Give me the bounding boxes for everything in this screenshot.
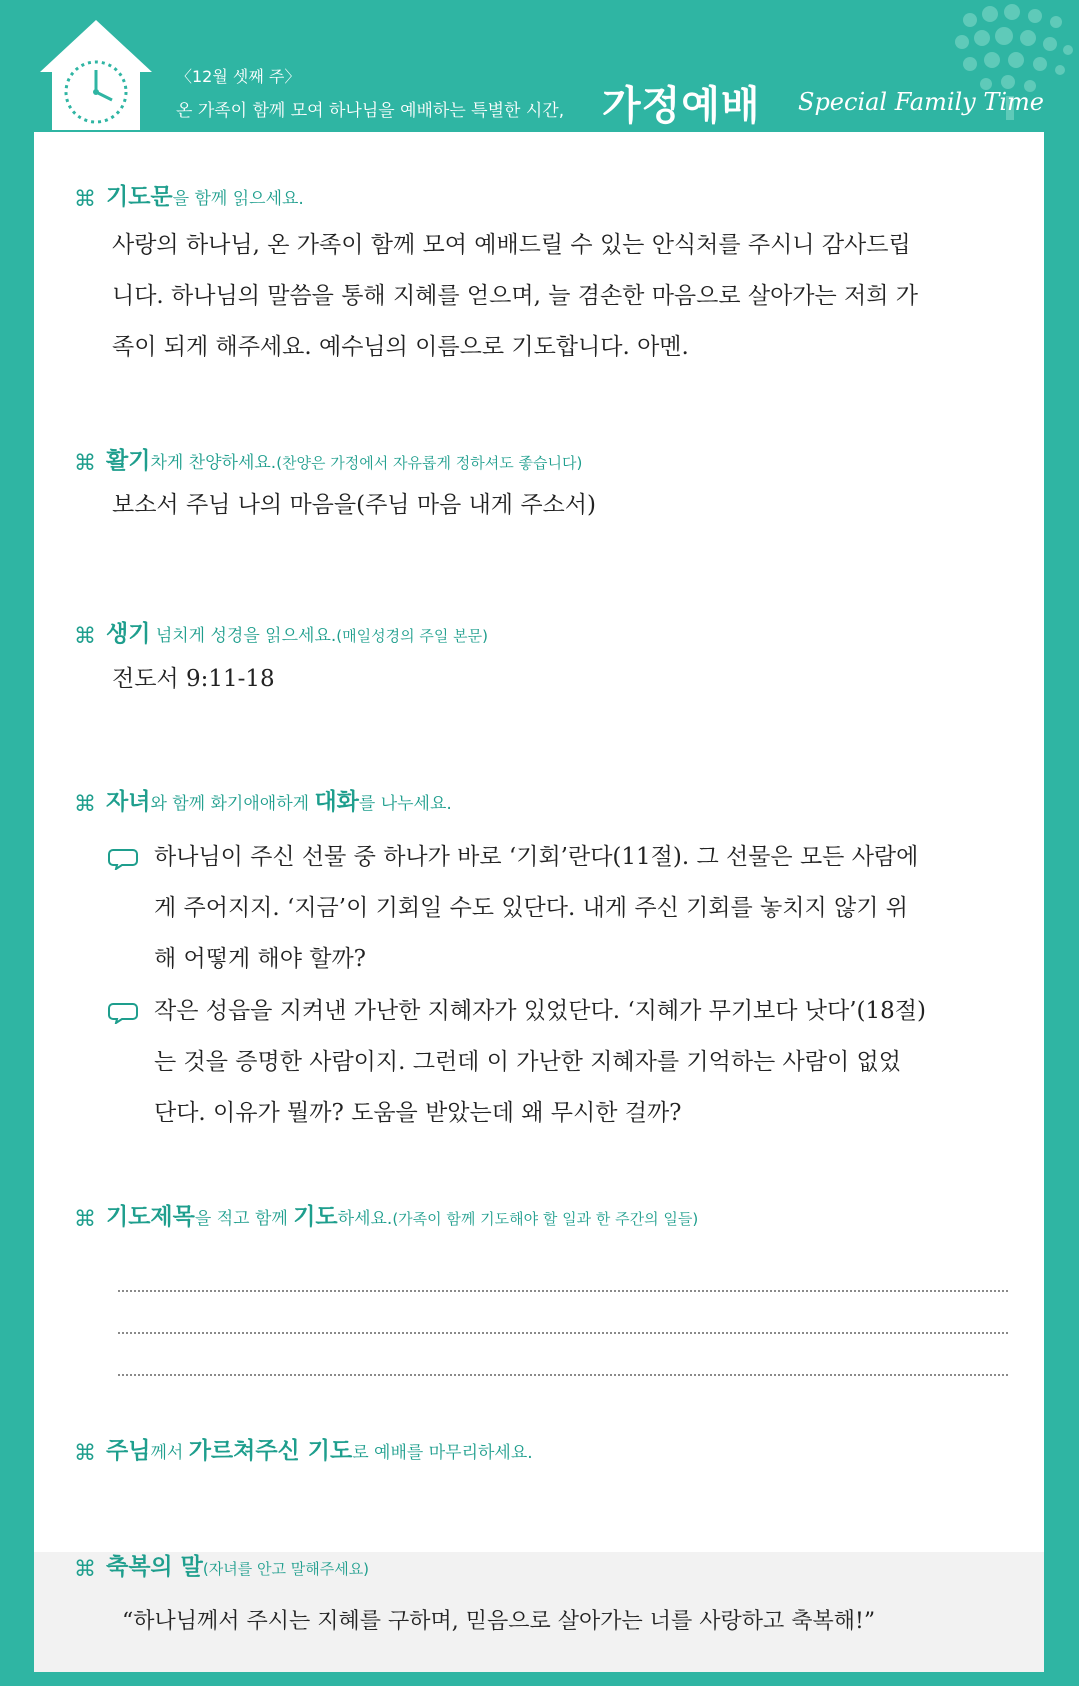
talk-question-1: 하나님이 주신 선물 중 하나가 바로 ‘기회’란다(11절). 그 선물은 모든 사람에 게 주어지지. ‘지금’이 기회일 수도 있단다. 내게 주신 기회를 놓치지 않기 위 해 어떻게 해야 할까? [154,844,919,972]
prayer-request-line[interactable] [118,1290,1008,1292]
clover-bullet-icon: ⌘ [74,451,96,476]
blessing-text: “하나님께서 주시는 지혜를 구하며, 믿음으로 살아가는 너를 사랑하고 축복해!” [122,1609,876,1634]
clover-bullet-icon: ⌘ [74,792,96,817]
house-clock-icon [34,14,158,134]
clover-bullet-icon: ⌘ [74,187,96,212]
week-label: 〈12월 셋째 주〉 [176,67,301,86]
prayer-request-line[interactable] [118,1374,1008,1376]
section-requests-heading: ⌘ 기도제목을 적고 함께 기도하세요.(가족이 함께 기도해야 할 일과 한 주간의 일들) [74,1204,699,1232]
talk-question-2: 작은 성읍을 지켜낸 가난한 지혜자가 있었단다. ‘지혜가 무기보다 낫다’(18절) 는 것을 증명한 사람이지. 그런데 이 가난한 지혜자를 기억하는 사람이 없었 단다. 이유가 뭘까? 도움을 받았는데 왜 무시한 걸까? [154,998,926,1126]
header-subtitle: 온 가족이 함께 모여 하나님을 예배하는 특별한 시간, [176,101,565,121]
page-title: 가정예배 [602,83,761,129]
section-lords-prayer-heading: ⌘ 주님께서 가르쳐주신 기도로 예배를 마무리하세요. [74,1438,533,1466]
clover-bullet-icon: ⌘ [74,1441,96,1466]
bible-passage: 전도서 9:11-18 [112,666,275,692]
clover-bullet-icon: ⌘ [74,1557,96,1582]
clover-bullet-icon: ⌘ [74,1207,96,1232]
prayer-request-line[interactable] [118,1332,1008,1334]
script-title: Special Family Time [798,88,1045,116]
clover-bullet-icon: ⌘ [74,624,96,649]
content-page [34,132,1044,1662]
section-praise-heading: ⌘ 활기차게 찬양하세요.(찬양은 가정에서 자유롭게 정하셔도 좋습니다) [74,448,583,476]
section-talk-heading: ⌘ 자녀와 함께 화기애애하게 대화를 나누세요. [74,789,452,817]
speech-bubble-icon [108,848,138,870]
section-blessing-heading: ⌘ 축복의 말(자녀를 안고 말해주세요) [74,1554,370,1582]
section-bible-heading: ⌘ 생기 넘치게 성경을 읽으세요.(매일성경의 주일 본문) [74,621,488,649]
praise-song: 보소서 주님 나의 마음을(주님 마음 내게 주소서) [112,492,596,518]
section-prayer-heading: ⌘ 기도문을 함께 읽으세요. [74,184,304,212]
prayer-text: 사랑의 하나님, 온 가족이 함께 모여 예배드릴 수 있는 안식처를 주시니 감사드립 니다. 하나님의 말씀을 통해 지혜를 얻으며, 늘 겸손한 마음으로 살아가는 저희 가 족이 되게 해주세요. 예수님의 이름으로 기도합니다. 아멘. [112,232,919,360]
speech-bubble-icon [108,1002,138,1024]
